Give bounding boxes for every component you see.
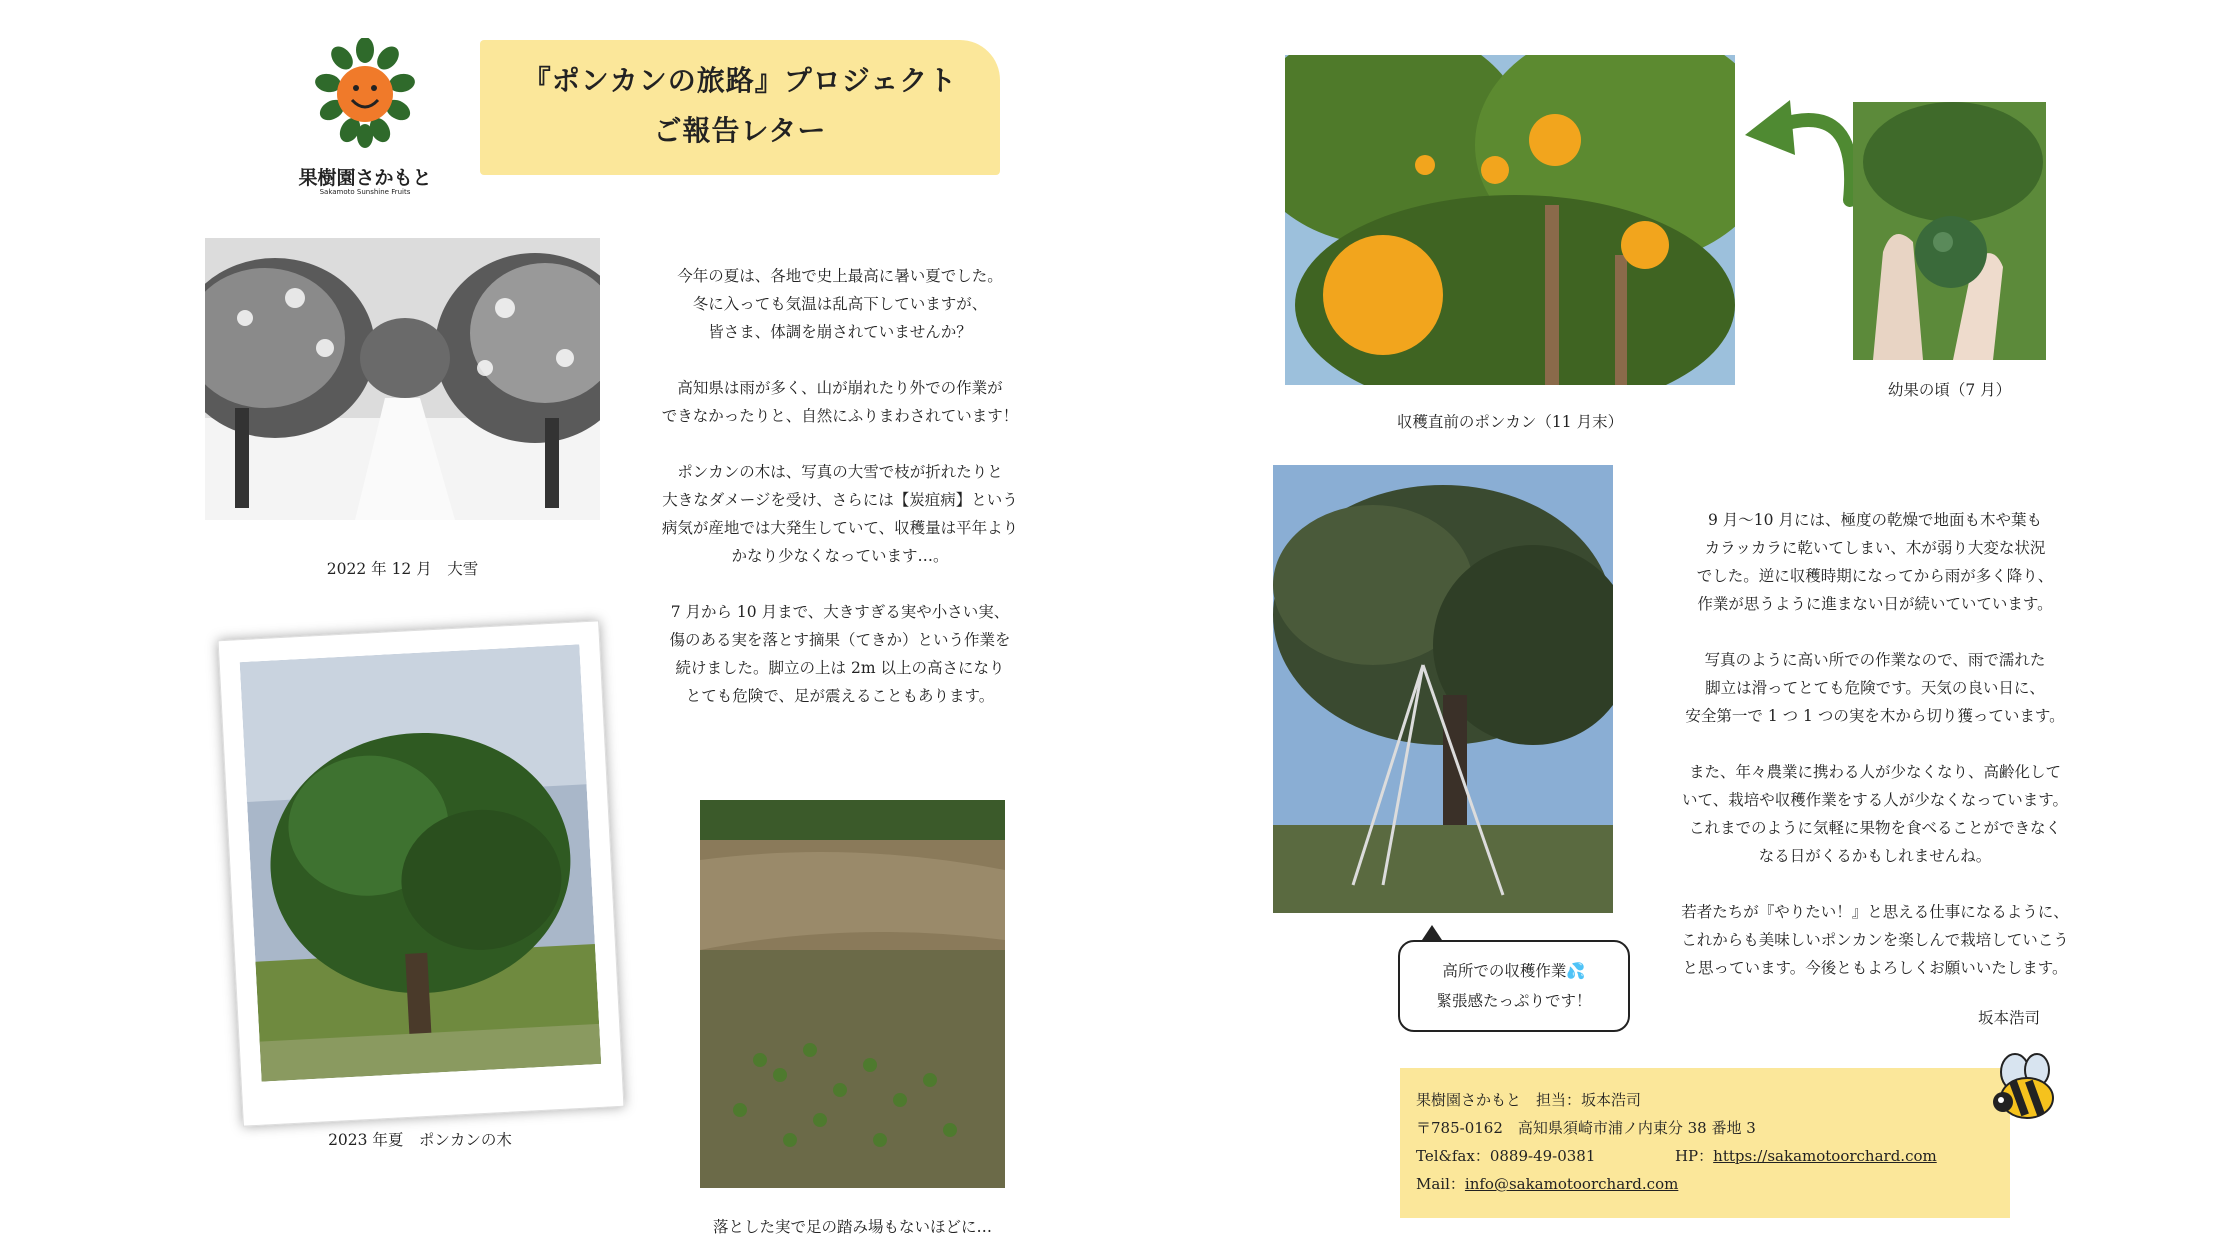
right-text	[1665, 506, 2085, 982]
text-line: 皆さま、体調を崩されていませんか？	[708, 323, 972, 341]
water-drops-icon: 💦	[1566, 962, 1586, 980]
caption-young: 幼果の頃（7 月）	[1887, 381, 2012, 399]
hp-label: HP：	[1674, 1147, 1714, 1165]
contact-box	[1400, 1068, 2010, 1218]
caption-tree: 2023 年夏 ポンカンの木	[328, 1131, 512, 1149]
text-line: これまでのように気軽に果物を食べることができなく	[1688, 819, 2061, 837]
text-line: 9 月～10 月には、極度の乾燥で地面も木や葉も	[1708, 511, 2042, 529]
mail-label: Mail：	[1416, 1175, 1465, 1193]
caption-fallen: 落とした実で足の踏み場もないほどに…	[712, 1218, 992, 1236]
text-line: かなり少なくなっています…。	[731, 547, 949, 565]
polaroid-frame	[218, 620, 625, 1126]
logo-name: 果樹園さかもと	[298, 167, 432, 189]
text-line: と思っています。今後ともよろしくお願いいたします。	[1682, 959, 2068, 977]
ponkan-harvest-photo	[1285, 55, 1735, 385]
snow-orchard-photo	[205, 238, 600, 520]
orchard-logo	[280, 38, 450, 158]
young-fruit-photo	[1853, 102, 2046, 360]
left-text	[640, 262, 1040, 710]
text-line: いて、栽培や収穫作業をする人が少なくなっています。	[1682, 791, 2068, 809]
caption-harvest: 収穫直前のポンカン（11 月末）	[1396, 413, 1624, 431]
bubble-line-1: 高所での収穫作業	[1442, 962, 1567, 980]
signature: 坂本浩司	[1977, 1009, 2040, 1027]
ladder-harvest-photo	[1273, 465, 1613, 913]
text-line: また、年々農業に携わる人が少なくなり、高齢化して	[1688, 763, 2061, 781]
contact-tel: Tel&fax：0889-49-0381	[1416, 1147, 1596, 1165]
email-link[interactable]: info@sakamotoorchard.com	[1464, 1175, 1679, 1193]
text-line: 続けました。脚立の上は 2m 以上の高さになり	[675, 659, 1005, 677]
text-line: でした。逆に収穫時期になってから雨が多く降り、	[1696, 567, 2054, 585]
text-line: 写真のように高い所での作業なので、雨で濡れた	[1704, 651, 2046, 669]
text-line: これからも美味しいポンカンを楽しんで栽培していこう	[1681, 931, 2069, 949]
text-line: できなかったりと、自然にふりまわされています！	[661, 407, 1019, 425]
text-line: 作業が思うように進まない日が続いていています。	[1697, 595, 2053, 613]
text-line: 高知県は雨が多く、山が崩れたり外での作業が	[677, 379, 1003, 397]
text-line: 病気が産地では大発生していて、収穫量は平年より	[661, 519, 1019, 537]
bubble-line-2: 緊張感たっぷりです！	[1436, 992, 1592, 1010]
text-line: 今年の夏は、各地で史上最高に暑い夏でした。	[677, 267, 1003, 285]
text-line: ポンカンの木は、写真の大雪で枝が折れたりと	[677, 463, 1003, 481]
ponkan-tree-photo	[240, 644, 602, 1081]
homepage-link[interactable]: https://sakamotoorchard.com	[1713, 1147, 1937, 1165]
contact-mail-row	[1416, 1170, 1994, 1198]
caption-snow: 2022 年 12 月 大雪	[326, 560, 479, 578]
curved-arrow-icon	[1740, 60, 1870, 210]
contact-line-1: 果樹園さかもと 担当：坂本浩司	[1416, 1091, 1642, 1109]
bee-icon	[1985, 1050, 2065, 1130]
contact-tel-row	[1416, 1142, 1994, 1170]
contact-address: 〒785-0162 高知県須崎市浦ノ内東分 38 番地 3	[1416, 1119, 1756, 1137]
title-banner	[480, 40, 1000, 175]
orange-face-logo-icon	[280, 38, 450, 158]
text-line: 安全第一で 1 つ 1 つの実を木から切り獲っています。	[1685, 707, 2065, 725]
text-line: カラッカラに乾いてしまい、木が弱り大変な状況	[1704, 539, 2046, 557]
text-line: 冬に入っても気温は乱高下していますが、	[692, 295, 988, 313]
text-line: なる日がくるかもしれませんね。	[1758, 847, 1992, 865]
text-line: 傷のある実を落とす摘果（てきか）という作業を	[669, 631, 1011, 649]
title-line-2: ご報告レター	[653, 114, 827, 147]
title-line-1: 『ポンカンの旅路』プロジェクト	[522, 64, 958, 97]
speech-bubble	[1398, 940, 1630, 1032]
text-line: とても危険で、足が震えることもあります。	[685, 687, 995, 705]
text-line: 7 月から 10 月まで、大きすぎる実や小さい実、	[670, 603, 1010, 621]
logo-subtitle: Sakamoto Sunshine Fruits	[319, 188, 411, 196]
text-line: 大きなダメージを受け、さらには【炭疽病】という	[662, 491, 1018, 509]
text-line: 若者たちが『やりたい！』と思える仕事になるように、	[1681, 903, 2069, 921]
fallen-fruit-photo	[700, 800, 1005, 1188]
text-line: 脚立は滑ってとても危険です。天気の良い日に、	[1705, 679, 2045, 697]
